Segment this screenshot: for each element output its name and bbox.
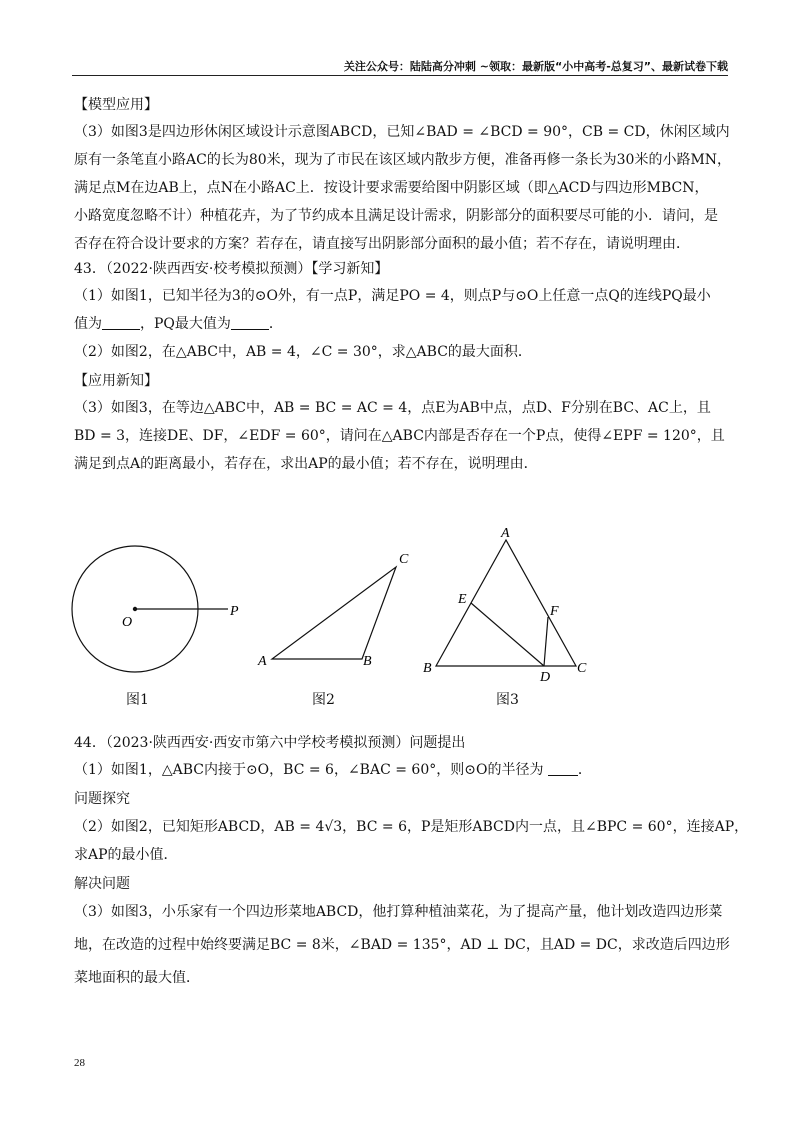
apply-new-heading: 【应用新知】 — [74, 373, 158, 389]
text-line: BD = 3，连接DE、DF，∠EDF = 60°，请问在△ABC内部是否存在一个P点，使得∠EPF = 120°，且 — [74, 428, 725, 444]
q43-part1-line2 — [74, 314, 728, 334]
segment-de — [471, 603, 544, 666]
label-a: A — [258, 654, 267, 669]
text-line: （3）如图3是四边形休闲区域设计示意图ABCD，已知∠BAD = ∠BCD = 90°，CB = CD，休闲区域内 — [74, 124, 730, 140]
figure2-caption: 图2 — [312, 692, 335, 708]
label-e: E — [458, 592, 467, 607]
text-line: （3）如图3，小乐家有一个四边形菜地ABCD，他打算种植油菜花，为了提高产量，他计划改造四边形菜 — [74, 904, 723, 920]
text-fragment: ． — [577, 762, 592, 778]
text-line: 否存在符合设计要求的方案？若存在，请直接写出阴影部分面积的最小值；若不存在，请说明理由． — [74, 236, 690, 252]
label-a: A — [501, 526, 510, 541]
q43-part2: （2）如图2，在△ABC中，AB = 4，∠C = 30°，求△ABC的最大面积． — [74, 344, 532, 360]
q43-figures — [60, 525, 620, 715]
label-f: F — [550, 604, 559, 619]
question-43-title: 43．（2022·陕西西安·校考模拟预测）【学习新知】 — [74, 261, 389, 277]
text-line: （3）如图3，在等边△ABC中，AB = BC = AC = 4，点E为AB中点，点D、F分别在BC、AC上，且 — [74, 400, 711, 416]
label-o: O — [122, 615, 133, 630]
figure2-triangle-diagram — [257, 552, 409, 669]
figure1-circle-diagram — [72, 546, 239, 672]
solve-heading: 解决问题 — [74, 876, 130, 892]
answer-blank — [231, 315, 269, 330]
q44-part2-line2: 求AP的最小值． — [74, 847, 178, 863]
label-c: C — [577, 661, 587, 676]
text-line: 地，在改造的过程中始终要满足BC = 8米，∠BAD = 135°，AD ⊥ DC，且AD = DC，求改造后四边形 — [74, 937, 730, 953]
text-line: 菜地面积的最大值． — [74, 970, 200, 986]
figure1-caption: 图1 — [126, 692, 149, 708]
header-rule — [72, 75, 728, 76]
text-fragment: ，PQ最大值为 — [140, 316, 231, 332]
text-line: 小路宽度忽略不计）种植花卉，为了节约成本且满足设计需求，阴影部分的面积要尽可能的小．请问，是 — [74, 208, 718, 224]
page-content — [74, 95, 732, 474]
label-d: D — [540, 670, 551, 685]
q44-part2-line1: （2）如图2，已知矩形ABCD，AB = 4√3，BC = 6，P是矩形ABCD内一点，且∠BPC = 60°，连接AP， — [74, 819, 749, 835]
question-44-title: 44．（2023·陕西西安·西安市第六中学校考模拟预测）问题提出 — [74, 735, 466, 751]
text-fragment: （1）如图1，△ABC内接于⊙O，BC = 6，∠BAC = 60°，则⊙O的半径为 — [74, 762, 544, 778]
answer-blank — [548, 761, 578, 776]
figure3-caption: 图3 — [496, 692, 519, 708]
figure3-triangle-diagram — [423, 526, 587, 685]
text-line: 原有一条笔直小路AC的长为80米，现为了市民在该区域内散步方便，准备再修一条长为30米的小路MN， — [74, 152, 732, 168]
figures-svg — [60, 525, 620, 695]
label-c: C — [399, 552, 409, 567]
text-line: 满足到点A的距离最小，若存在，求出AP的最小值；若不存在，说明理由． — [74, 456, 538, 472]
answer-blank — [102, 315, 140, 330]
segment-df — [544, 617, 548, 666]
q43-part1-line1: （1）如图1，已知半径为3的⊙O外，有一点P，满足PO = 4，则点P与⊙O上任意一点Q的连线PQ最小 — [74, 288, 711, 304]
page-header: 关注公众号：陆陆高分冲刺 ~领取：最新版“小中高考-总复习”、最新试卷下载 — [343, 60, 728, 73]
text-fragment: 值为 — [74, 316, 102, 332]
text-fragment: ． — [268, 316, 283, 332]
model-apply-heading: 【模型应用】 — [74, 97, 158, 113]
question-44 — [74, 733, 749, 988]
explore-heading: 问题探究 — [74, 791, 130, 807]
label-p: P — [230, 604, 239, 619]
triangle-abc — [436, 540, 576, 666]
q44-part1 — [74, 760, 728, 780]
triangle-abc — [272, 567, 396, 659]
label-b: B — [423, 661, 432, 676]
model-apply-q3 — [74, 122, 732, 254]
page-number: 28 — [74, 1057, 85, 1069]
label-b: B — [363, 654, 372, 669]
text-line: 满足点M在边AB上，点N在小路AC上．按设计要求需要给图中阴影区域（即△ACD与四边形MBCN， — [74, 180, 709, 196]
